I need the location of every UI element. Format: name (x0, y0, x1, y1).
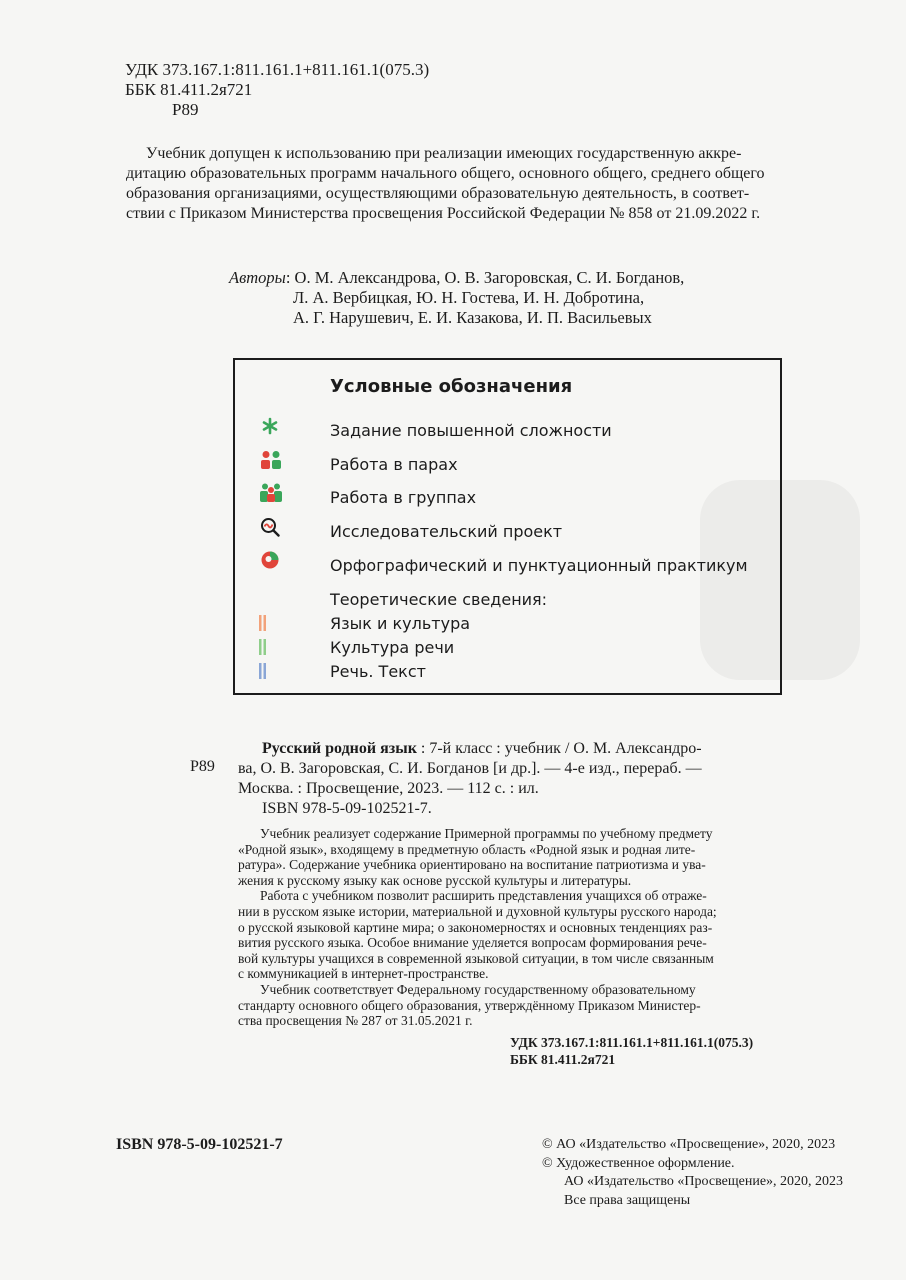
udk-code: УДК 373.167.1:811.161.1+811.161.1(075.3) (125, 60, 430, 79)
annotation-line: нии в русском языке истории, материальной и духовной культуры русского народа; (238, 903, 717, 919)
legend-item-label: Работа в группах (330, 488, 477, 507)
annotation-line: о русской языковой картине мира; о закономерностях и основных тенденциях раз- (238, 919, 713, 935)
annotation-line: ства просвещения № 287 от 31.05.2021 г. (238, 1013, 473, 1029)
authors-line-1: : О. М. Александрова, О. В. Загоровская, С. И. Богданов, (285, 268, 685, 287)
authors-line-2: Л. А. Вербицкая, Ю. Н. Гостева, И. Н. Добротина, (293, 288, 645, 307)
authors-line-3: А. Г. Нарушевич, Е. И. Казакова, И. П. Васильевых (293, 308, 652, 327)
theory-item-label: Язык и культура (330, 614, 471, 633)
copyright-line: © Художественное оформление. (542, 1155, 735, 1171)
footer-udk (510, 1034, 753, 1068)
spelling-practice-icon (260, 550, 280, 570)
isbn-bottom: ISBN 978-5-09-102521-7 (116, 1136, 283, 1153)
book-title: Русский родной язык (262, 740, 417, 757)
biblio-line-2: ва, О. В. Загоровская, С. И. Богданов [и др.]. — 4-е изд., перераб. — (238, 760, 702, 777)
annotation-line: Учебник реализует содержание Примерной программы по учебному предмету (260, 826, 713, 841)
green-bar-icon (257, 639, 269, 659)
annotation-line: «Родной язык», входящему в предметную область «Родной язык и родная лите- (238, 841, 696, 857)
udk-header (125, 60, 429, 120)
copyright-line: АО «Издательство «Просвещение», 2020, 2023 (564, 1174, 844, 1189)
approval-line: Учебник допущен к использованию при реализации имеющих государственную аккре- (146, 145, 742, 162)
annotation-line: стандарту основного общего образования, утверждённому Приказом Министер- (238, 997, 701, 1013)
legend-title: Условные обозначения (330, 376, 573, 397)
biblio-line-3: Москва. : Просвещение, 2023. — 112 с. : ил. (238, 780, 539, 797)
annotation-line: ратура». Содержание учебника ориентировано на воспитание патриотизма и ува- (238, 857, 706, 873)
annotation-line: Работа с учебником позволит расширить представления учащихся об отраже- (260, 888, 707, 904)
bbk-code: ББК 81.411.2я721 (125, 80, 253, 99)
legend-item-label: Орфографический и пунктуационный практикум (330, 556, 748, 575)
annotation (238, 826, 822, 1029)
pair-work-icon (260, 450, 280, 470)
research-magnifier-icon (260, 517, 280, 537)
approval-line: образования организациями, осуществляющими образовательную деятельность, в соответ- (126, 185, 750, 202)
biblio-record (238, 739, 702, 819)
biblio-line-1: : 7-й класс : учебник / О. М. Александро- (416, 740, 702, 757)
legend-box (233, 358, 782, 695)
legend-item-label: Задание повышенной сложности (330, 421, 612, 440)
footer-bbk-code: ББК 81.411.2я721 (510, 1052, 616, 1067)
theory-heading: Теоретические сведения: (330, 590, 548, 609)
theory-item-label: Культура речи (330, 638, 455, 657)
author-mark: Р89 (172, 100, 199, 119)
approval-line: ствии с Приказом Министерства просвещения Российской Федерации № 858 от 21.09.2022 г. (126, 205, 761, 222)
authors-block (229, 268, 684, 328)
approval-paragraph (126, 144, 904, 224)
annotation-line: вой культуры учащихся в современной языковой ситуации, в том числе связанным (238, 950, 714, 966)
biblio-isbn: ISBN 978-5-09-102521-7. (262, 800, 432, 817)
footer-udk-code: УДК 373.167.1:811.161.1+811.161.1(075.3) (510, 1035, 754, 1050)
theory-item-label: Речь. Текст (330, 662, 426, 681)
copyright-line: © АО «Издательство «Просвещение», 2020, 2023 (542, 1137, 836, 1152)
copyright-block (542, 1136, 843, 1210)
orange-bar-icon (257, 615, 269, 635)
authors-label: Авторы (229, 268, 286, 287)
legend-item-label: Работа в парах (330, 455, 458, 474)
annotation-line: с коммуникацией в интернет-пространстве. (238, 966, 489, 982)
copyright-line: Все права защищены (564, 1192, 691, 1208)
annotation-line: вития русского языка. Особое внимание уделяется вопросам формирования рече- (238, 935, 707, 951)
legend-item-label: Исследовательский проект (330, 522, 563, 541)
biblio-code: Р89 (190, 758, 215, 775)
group-work-icon (260, 483, 280, 503)
annotation-line: жения к русскому языку как основе русской культуры и литературы. (238, 872, 632, 888)
blue-bar-icon (257, 663, 269, 683)
approval-line: дитацию образовательных программ начального общего, основного общего, среднего общего (126, 165, 765, 182)
annotation-line: Учебник соответствует Федеральному государственному образовательному (260, 981, 696, 997)
asterisk-icon (260, 416, 280, 436)
